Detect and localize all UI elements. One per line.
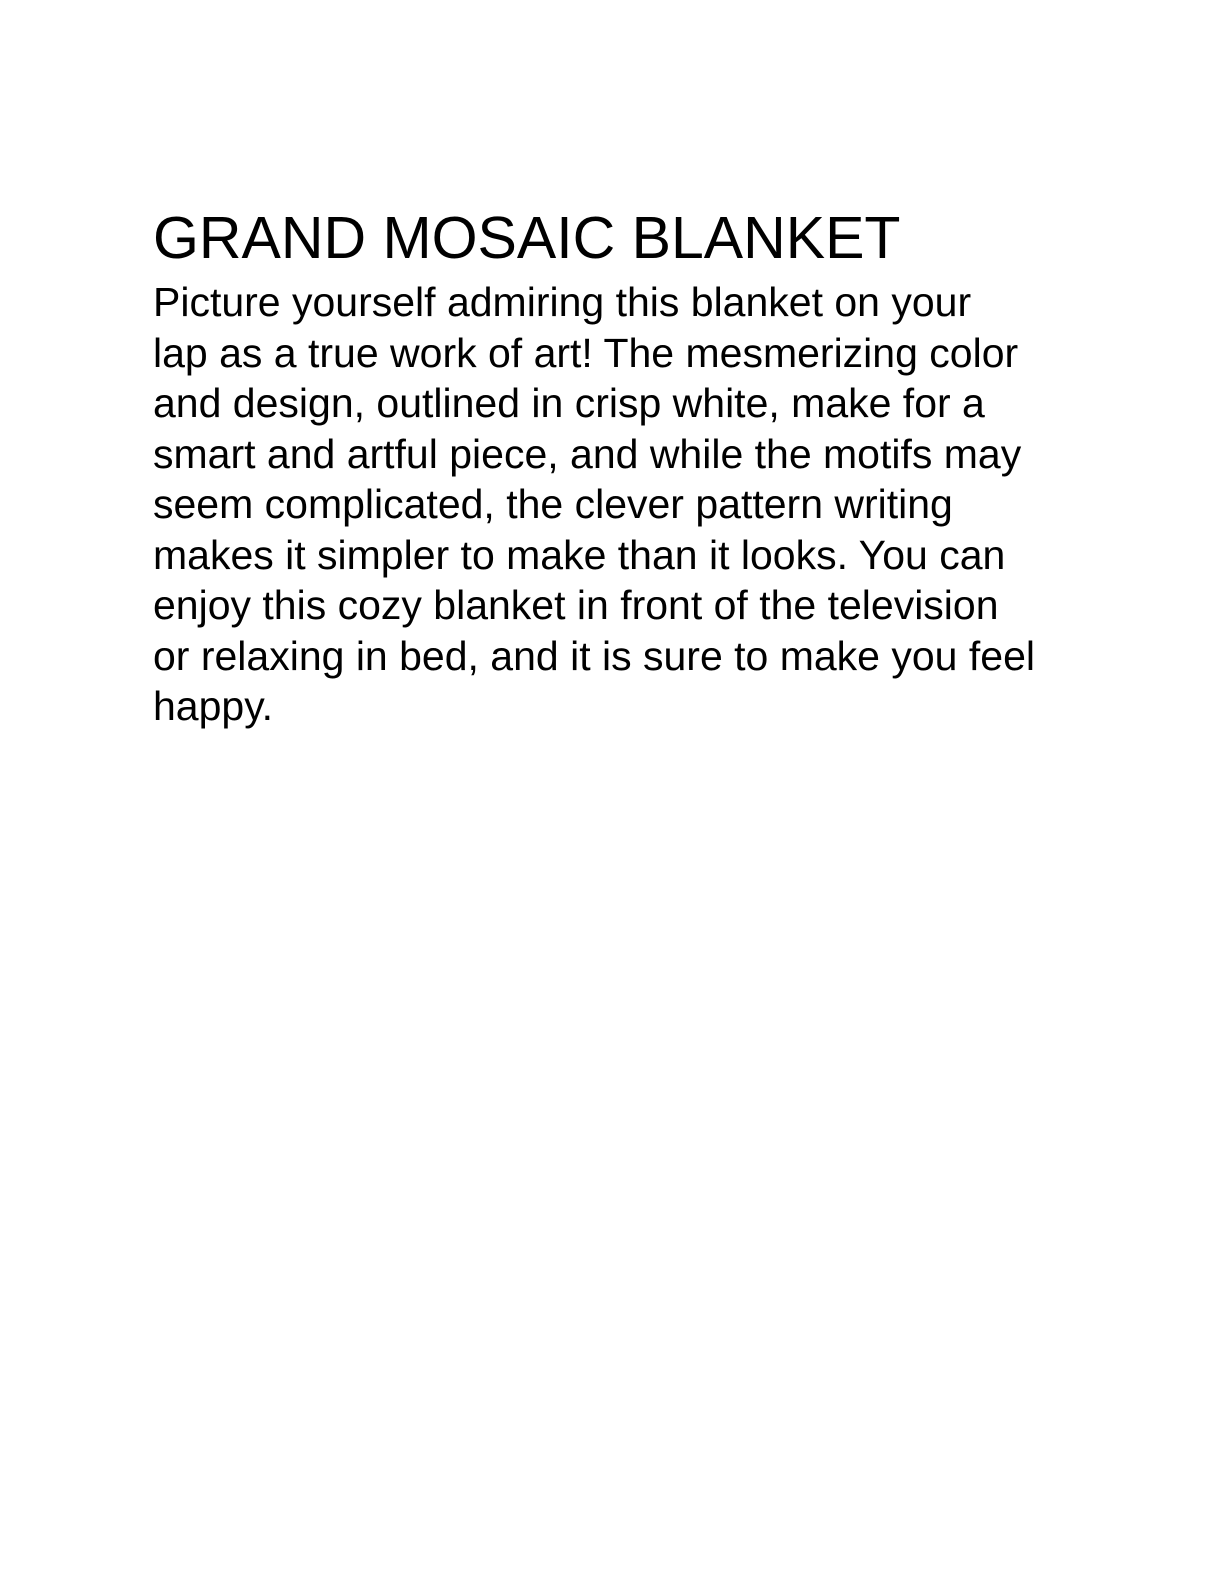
document-title: GRAND MOSAIC BLANKET [153,205,901,271]
paragraph-line: seem complicated, the clever pattern writing [153,481,953,527]
document-content [153,205,1083,732]
paragraph-line: makes it simpler to make than it looks. You can [153,531,1006,578]
paragraph-line: and design, outlined in crisp white, make for a [153,380,985,426]
description-paragraph [153,277,1083,732]
paragraph-line: smart and artful piece, and while the motifs may [153,430,1022,477]
paragraph-line: or relaxing in bed, and it is sure to make you feel [153,632,1035,679]
paragraph-line: lap as a true work of art! The mesmerizing color [153,329,1019,376]
paragraph-line: Picture yourself admiring this blanket on your [153,279,972,325]
paragraph-line: happy. [153,683,274,729]
paragraph-line: enjoy this cozy blanket in front of the television [153,582,999,628]
